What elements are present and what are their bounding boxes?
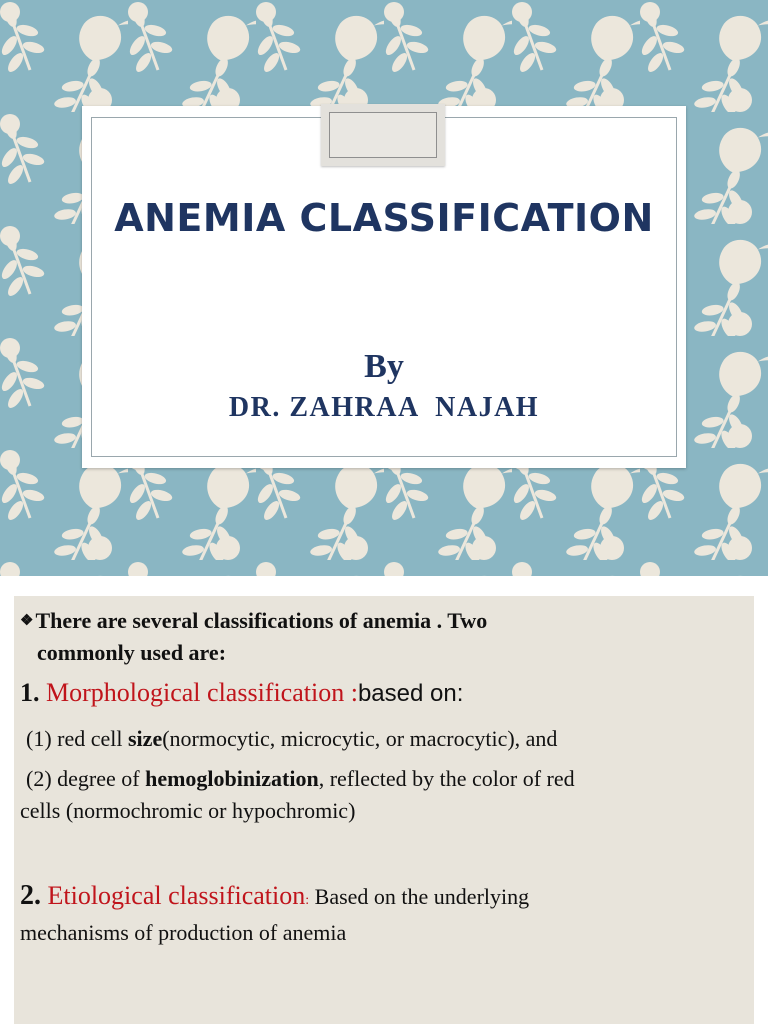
content-slide [0,576,768,1024]
item1-sub1 [26,726,758,752]
item1-sub2-bold: hemoglobinization [145,766,319,791]
item2-number: 2. [20,880,41,911]
item1-sub2-cont: cells (normochromic or hypochromic) [20,798,356,823]
title-card-tab-inner [329,112,437,158]
item1-sub1-bold: size [128,726,163,751]
item1-sub2-post: , reflected by the color of red [318,766,575,791]
title-card-tab [321,104,445,166]
item1-sub2 [26,766,758,792]
item1-number: 1. [20,678,40,707]
item1-heading: Morphological classification : [46,678,358,707]
item2-line [20,880,752,912]
item1-sub1-pre: (1) red cell [26,726,128,751]
item1-rest: based on: [357,680,464,707]
item2-heading: Etiological classification [47,881,306,910]
item1-sub2-pre: (2) degree of [26,766,146,791]
author-name: DR. ZAHRAA NAJAH [228,392,540,423]
item2-cont: mechanisms of production of anemia [20,920,347,945]
item2-colon: : [305,893,310,908]
slide-title: ANEMIA CLASSIFICATION [114,196,654,240]
item1-sub1-post: (normocytic, microcytic, or macrocytic), and [162,726,558,751]
item2-rest: Based on the underlying [309,884,530,909]
diamond-bullet-icon: ❖ [20,613,34,629]
by-label: By [364,348,404,385]
item1-line [20,678,752,708]
intro-line [20,608,752,634]
intro-text: There are several classifications of anemia . Two [35,608,488,633]
intro-line-cont: commonly used are: [37,640,227,665]
